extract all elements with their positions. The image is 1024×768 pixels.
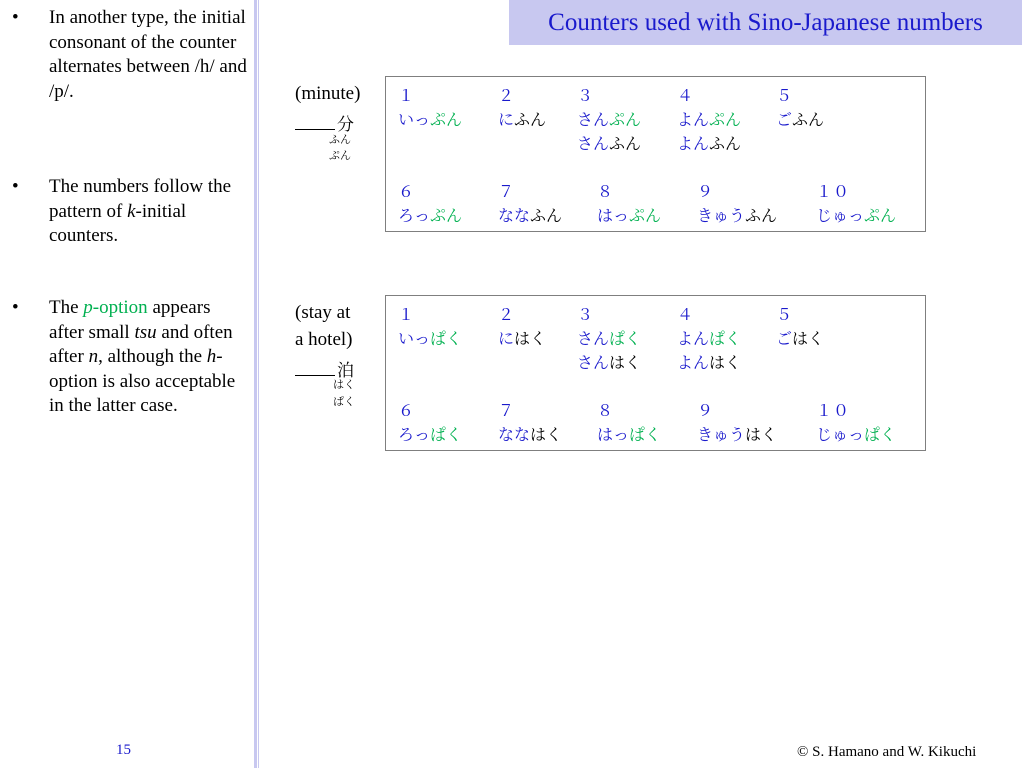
hotel-kanji: 泊 (337, 361, 354, 381)
number-cell: ５ (776, 305, 794, 324)
reading-cell: さんぷん (577, 110, 642, 129)
reading-cell: ななふん (498, 206, 563, 225)
number-cell: １０ (816, 182, 851, 201)
hotel-furigana-2: ぱく (333, 395, 355, 408)
reading-cell-alt: さんふん (577, 134, 642, 153)
number-cell: ２ (498, 86, 516, 105)
bullet-marker: • (12, 297, 19, 318)
number-cell: ８ (597, 401, 615, 420)
reading-cell: じゅっぱく (816, 425, 897, 444)
bullet-3-text: The p-option appears after small tsu and often after n, although the h-option is also acceptable in the latter case. (49, 297, 236, 416)
number-cell: ４ (677, 86, 695, 105)
minute-furigana-2: ぷん (329, 149, 351, 162)
number-cell: ６ (398, 401, 416, 420)
number-cell: １ (398, 305, 416, 324)
hotel-furigana-1: はく (333, 378, 355, 391)
reading-cell: きゅうはく (697, 425, 778, 444)
reading-cell: にふん (498, 110, 547, 129)
number-cell: １ (398, 86, 416, 105)
bullet-2-text: The numbers follow the pattern of k-initial counters. (49, 176, 232, 246)
number-cell: １０ (816, 401, 851, 420)
page-number: 15 (116, 742, 131, 758)
minute-counter (295, 110, 354, 135)
number-cell: ２ (498, 305, 516, 324)
bullet-marker: • (12, 176, 19, 197)
reading-cell: はっぱく (597, 425, 662, 444)
hotel-label-line-1: (stay at (295, 302, 351, 323)
number-cell: ３ (577, 305, 595, 324)
reading-cell: さんぱく (577, 329, 642, 348)
minute-label: (minute) (295, 83, 361, 104)
reading-cell: にはく (498, 329, 547, 348)
reading-cell: ろっぱく (398, 425, 463, 444)
reading-cell: はっぷん (597, 206, 662, 225)
minute-table (385, 76, 926, 232)
reading-cell-alt: よんはく (677, 353, 742, 372)
reading-cell: きゅうふん (697, 206, 778, 225)
minute-kanji: 分 (337, 115, 354, 135)
number-cell: ４ (677, 305, 695, 324)
number-cell: ７ (498, 401, 516, 420)
bullet-panel (0, 0, 254, 768)
minute-furigana-1: ふん (329, 133, 351, 146)
number-cell: ７ (498, 182, 516, 201)
number-cell: ６ (398, 182, 416, 201)
reading-cell: よんぷん (677, 110, 742, 129)
slide-title: Counters used with Sino-Japanese numbers (509, 0, 1022, 45)
vertical-divider (254, 0, 257, 768)
bullet-1-text: In another type, the initial consonant of the counter alternates between /h/ and /p/. (49, 7, 247, 102)
reading-cell: いっぱく (398, 329, 463, 348)
hotel-label-line-2: a hotel) (295, 329, 353, 350)
hotel-table (385, 295, 926, 451)
reading-cell: じゅっぷん (816, 206, 897, 225)
reading-cell: ななはく (498, 425, 563, 444)
reading-cell: ろっぷん (398, 206, 463, 225)
number-cell: ９ (697, 401, 715, 420)
vertical-divider-thin (258, 0, 259, 768)
reading-cell: ごふん (776, 110, 825, 129)
number-cell: ５ (776, 86, 794, 105)
reading-cell-alt: さんはく (577, 353, 642, 372)
number-cell: ９ (697, 182, 715, 201)
reading-cell: よんぱく (677, 329, 742, 348)
reading-cell: ごはく (776, 329, 825, 348)
copyright: © S. Hamano and W. Kikuchi (797, 744, 977, 760)
reading-cell: いっぷん (398, 110, 463, 129)
reading-cell-alt: よんふん (677, 134, 742, 153)
number-cell: ３ (577, 86, 595, 105)
bullet-marker: • (12, 7, 19, 28)
number-cell: ８ (597, 182, 615, 201)
